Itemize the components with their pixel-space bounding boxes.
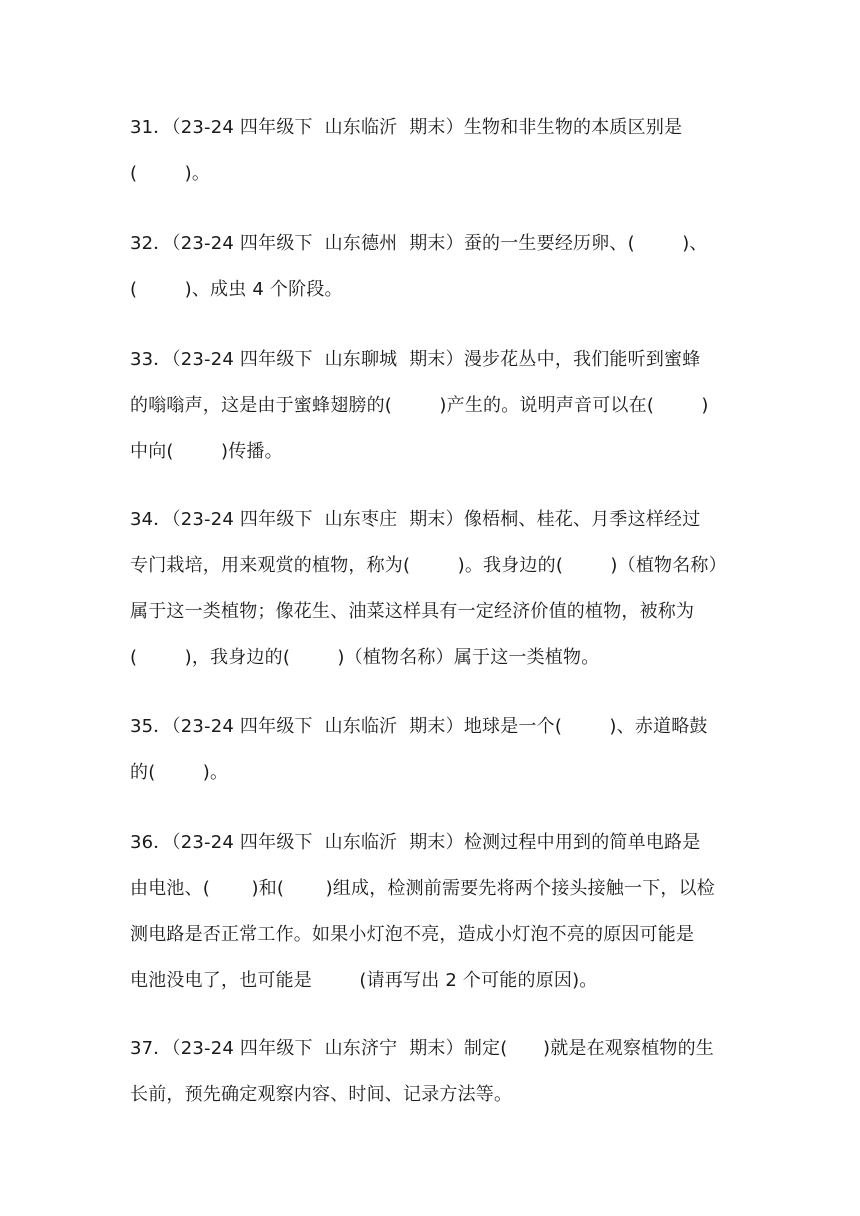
question-line: 37．（23-24 四年级下 山东济宁 期末）制定( )就是在观察植物的生 [130, 1038, 714, 1059]
question-line: 由电池、( )和( )组成，检测前需要先将两个接头接触一下，以检 [130, 878, 715, 899]
question-line: ( )，我身边的( )（植物名称）属于这一类植物。 [130, 647, 600, 668]
question-line: 长前，预先确定观察内容、时间、记录方法等。 [130, 1084, 513, 1105]
question-31 [130, 105, 740, 197]
question-line: ( )。 [130, 163, 211, 184]
question-line: 的嗡嗡声，这是由于蜜蜂翅膀的( )产生的。说明声音可以在( ) [130, 395, 709, 416]
question-37 [130, 1026, 740, 1118]
question-32 [130, 221, 740, 313]
question-line: 35．（23-24 四年级下 山东临沂 期末）地球是一个( )、赤道略鼓 [130, 716, 708, 737]
question-line: 中向( )传播。 [130, 441, 283, 462]
question-line: 33．（23-24 四年级下 山东聊城 期末）漫步花丛中，我们能听到蜜蜂 [130, 349, 701, 370]
question-line: 测电路是否正常工作。如果小灯泡不亮，造成小灯泡不亮的原因可能是 [130, 924, 695, 945]
question-line: 32．（23-24 四年级下 山东德州 期末）蚕的一生要经历卵、( )、 [130, 233, 708, 254]
question-line: ( )、成虫 4 个阶段。 [130, 279, 343, 300]
question-34 [130, 497, 740, 681]
question-line: 属于这一类植物；像花生、油菜这样具有一定经济价值的植物，被称为 [130, 601, 695, 622]
question-line: 专门栽培，用来观赏的植物，称为( )。我身边的( )（植物名称） [130, 555, 727, 576]
question-line: 31．（23-24 四年级下 山东临沂 期末）生物和非生物的本质区别是 [130, 117, 683, 138]
question-36 [130, 820, 740, 1004]
question-33 [130, 337, 740, 475]
question-line: 36．（23-24 四年级下 山东临沂 期末）检测过程中用到的简单电路是 [130, 832, 701, 853]
question-line: 电池没电了，也可能是 (请再写出 2 个可能的原因)。 [130, 970, 598, 991]
question-35 [130, 704, 740, 796]
question-line: 的( )。 [130, 762, 229, 783]
question-line: 34．（23-24 四年级下 山东枣庄 期末）像梧桐、桂花、月季这样经过 [130, 509, 701, 530]
